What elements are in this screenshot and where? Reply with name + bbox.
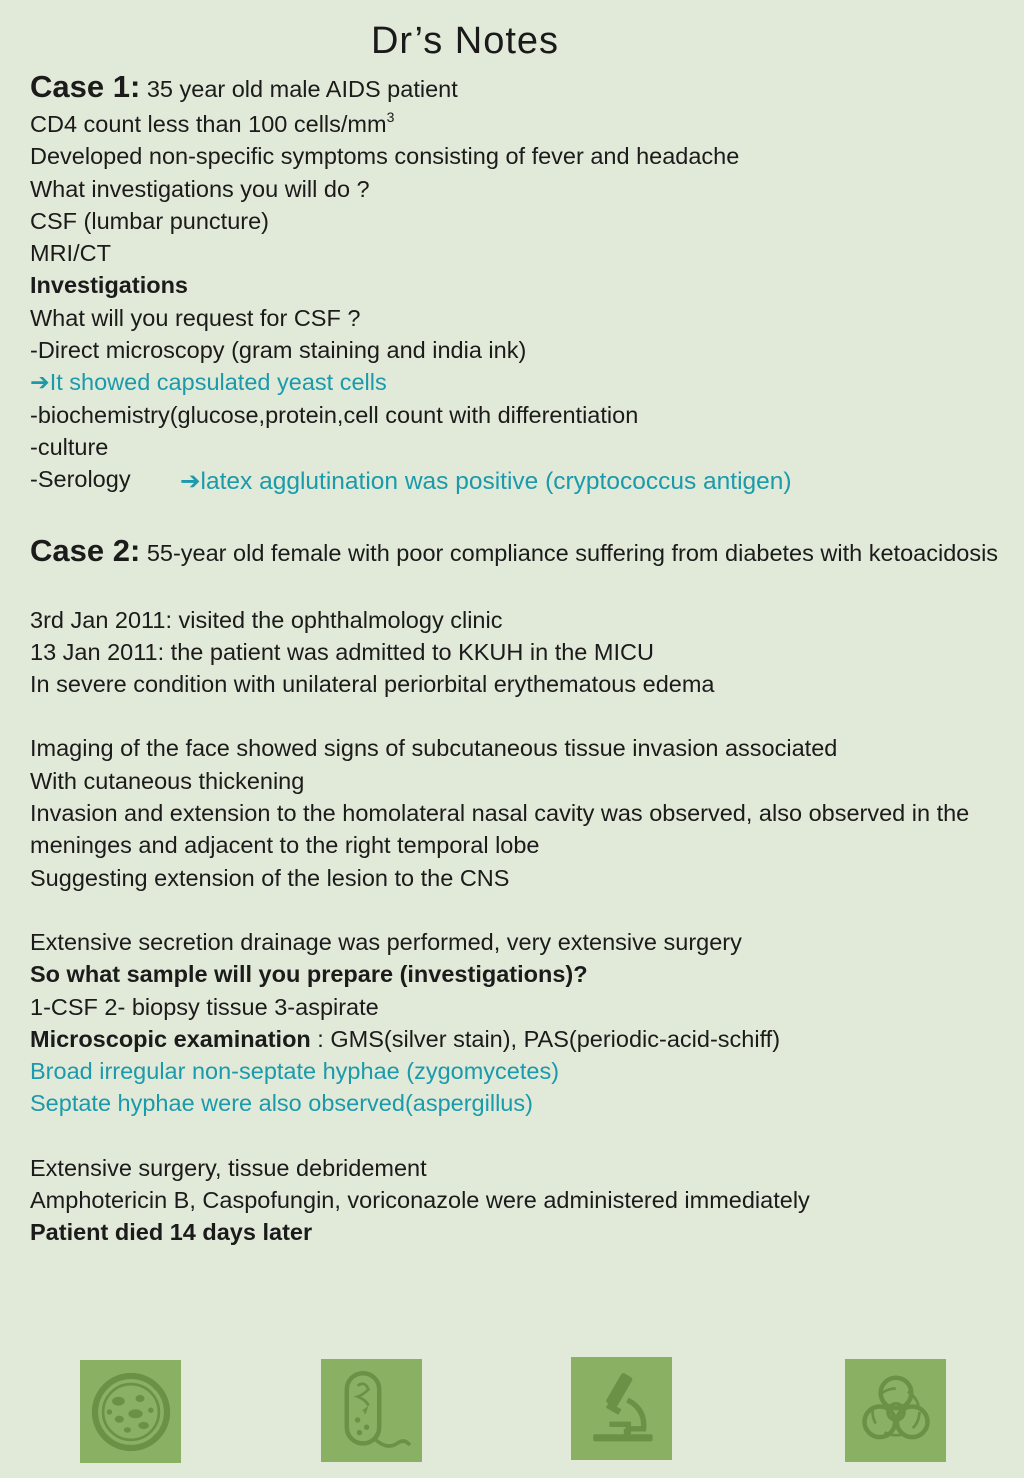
case1-investigations-heading: Investigations xyxy=(30,272,189,299)
case1-symptoms: Developed non-specific symptoms consisting of fever and headache xyxy=(30,143,740,170)
case1-cd4-line xyxy=(30,108,1000,140)
petri-dish-icon xyxy=(80,1360,181,1463)
bacterium-icon xyxy=(321,1359,422,1462)
case2-summary: 55-year old female with poor compliance suffering from diabetes with ketoacidosis xyxy=(146,539,999,566)
case2-visit: 3rd Jan 2011: visited the ophthalmology clinic xyxy=(30,606,503,633)
case2-admitted: 13 Jan 2011: the patient was admitted to KKUH in the MICU xyxy=(30,638,654,665)
case1-culture: -culture xyxy=(30,433,109,460)
case2-samples: 1-CSF 2- biopsy tissue 3-aspirate xyxy=(30,993,379,1020)
case2-heading: Case 2: xyxy=(30,532,141,568)
case2-imaging-1: Imaging of the face showed signs of subcutaneous tissue invasion associated xyxy=(30,735,838,762)
case2-drugs: Amphotericin B, Caspofungin, voriconazole were administered immediately xyxy=(30,1187,810,1214)
case2-header xyxy=(30,532,1000,572)
case2-invasion: Invasion and extension to the homolateral nasal cavity was observed, also observed in the meninges and adjacent to the right temporal lobe xyxy=(30,800,970,859)
case1-question: What investigations you will do ? xyxy=(30,175,370,202)
page-title: Dr’s Notes xyxy=(370,20,560,62)
icon-row xyxy=(0,1357,1024,1463)
case1-summary: 35 year old male AIDS patient xyxy=(146,76,458,102)
case2-sample-question: So what sample will you prepare (investigations)? xyxy=(30,961,588,988)
case1-header xyxy=(30,68,1000,108)
microscope-icon xyxy=(571,1357,672,1460)
case1-cd4: CD4 count less than 100 cells/mm xyxy=(30,111,387,137)
case2-finding-1: Broad irregular non-septate hyphae (zygomycetes) xyxy=(30,1058,560,1085)
case2-microscopic-value: : GMS(silver stain), PAS(periodic-acid-schiff) xyxy=(310,1025,781,1052)
case2-outcome: Patient died 14 days later xyxy=(30,1219,313,1246)
case1-microscopy-result: ➔It showed capsulated yeast cells xyxy=(30,369,387,396)
case2-finding-2: Septate hyphae were also observed(aspergillus) xyxy=(30,1090,533,1117)
case1-heading: Case 1: xyxy=(30,69,141,104)
case1-csf-request: What will you request for CSF ? xyxy=(30,304,361,331)
case2-microscopic-line xyxy=(30,1023,1000,1055)
case1-cd4-superscript: 3 xyxy=(386,109,395,125)
case1-serology: -Serology xyxy=(30,466,131,493)
case2-surgery: Extensive surgery, tissue debridement xyxy=(30,1154,427,1181)
case2-microscopic-label: Microscopic examination xyxy=(30,1025,311,1052)
case2-imaging-2: With cutaneous thickening xyxy=(30,767,305,794)
document-body xyxy=(30,68,1000,1249)
case2-suggesting: Suggesting extension of the lesion to the CNS xyxy=(30,864,510,891)
case2-drainage: Extensive secretion drainage was performed, very extensive surgery xyxy=(30,928,742,955)
case1-mri: MRI/CT xyxy=(30,240,111,267)
biohazard-icon xyxy=(845,1359,946,1462)
case1-serology-line xyxy=(30,463,1000,495)
case1-microscopy: -Direct microscopy (gram staining and india ink) xyxy=(30,337,527,364)
case1-csf: CSF (lumbar puncture) xyxy=(30,207,269,234)
case1-biochemistry: -biochemistry(glucose,protein,cell count with differentiation xyxy=(30,401,639,428)
case1-serology-result: ➔latex agglutination was positive (cryptococcus antigen) xyxy=(180,468,792,496)
case2-condition: In severe condition with unilateral periorbital erythematous edema xyxy=(30,671,715,698)
